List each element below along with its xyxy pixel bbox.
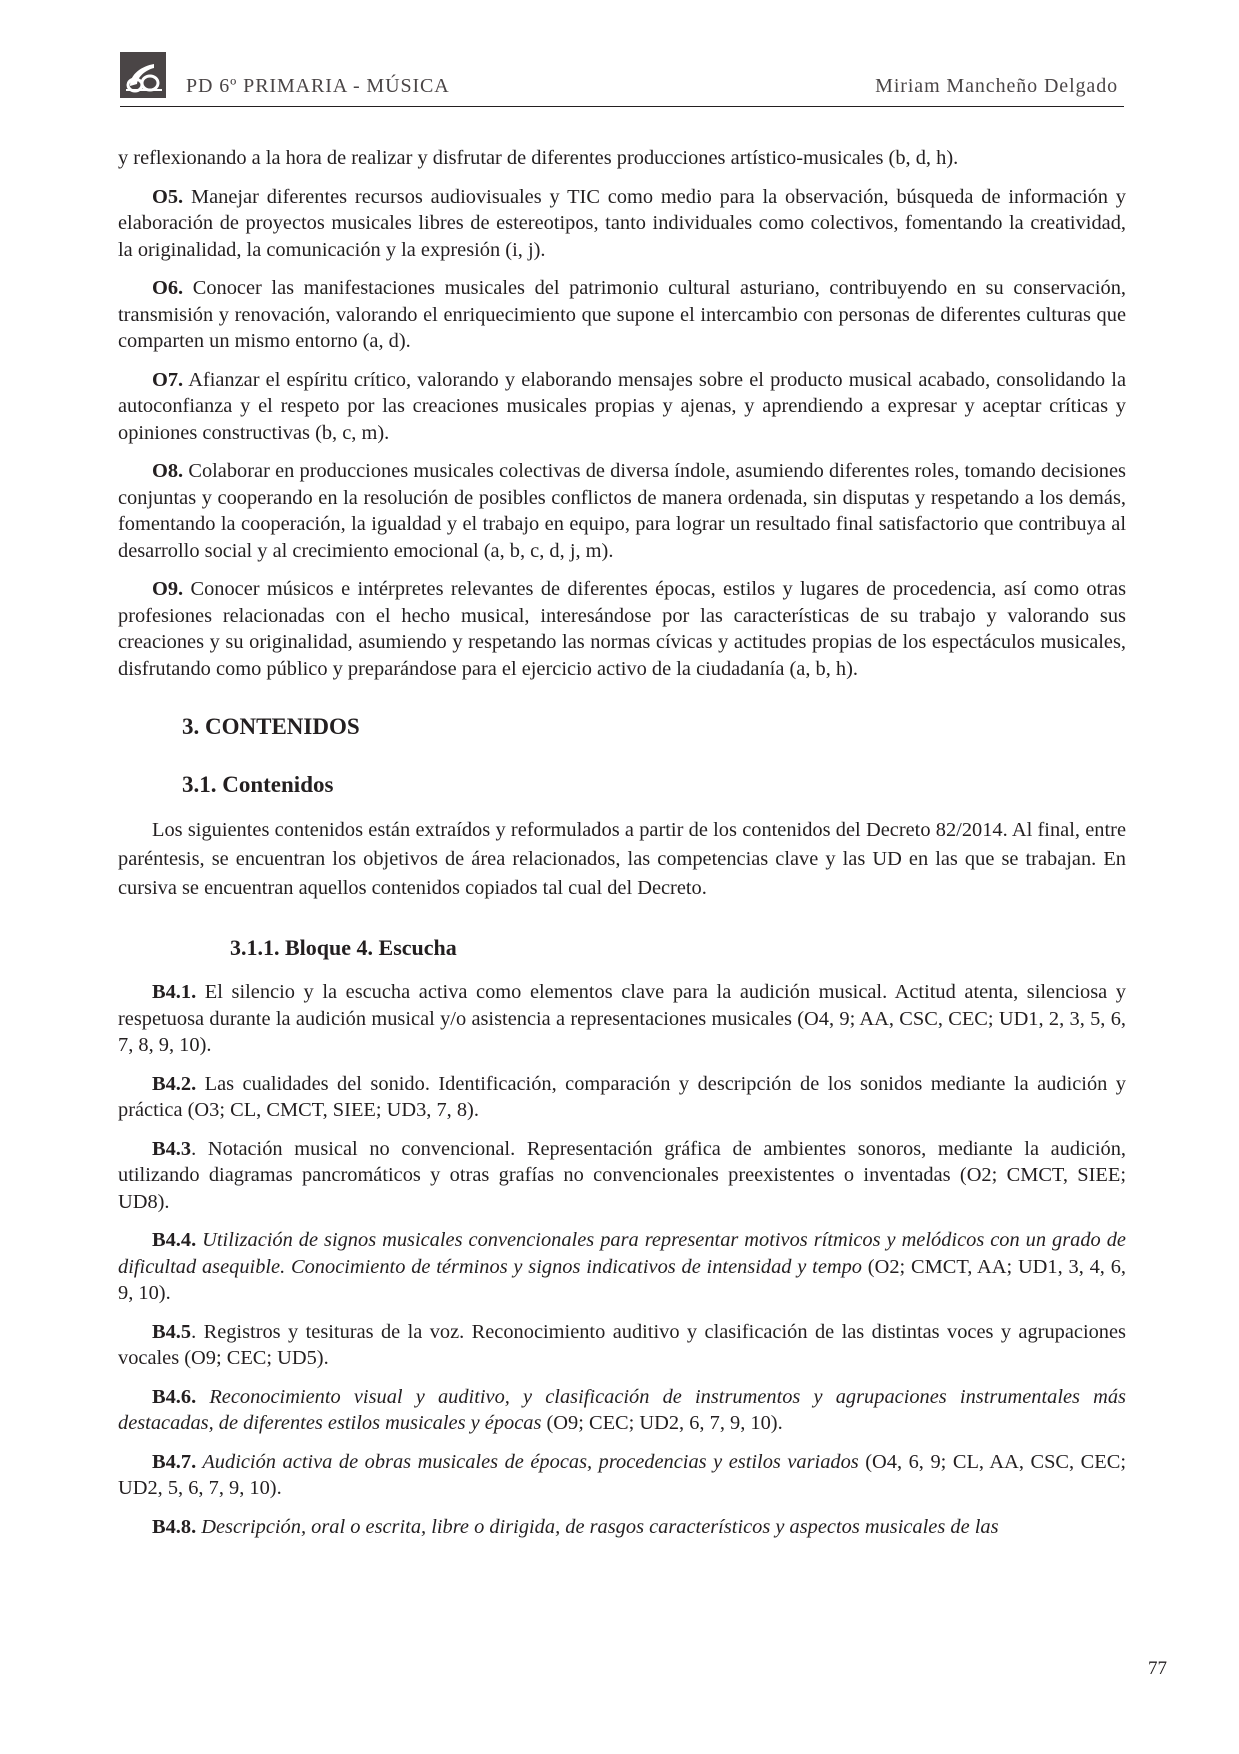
music-logo-icon [120, 52, 166, 98]
content-label: B4.7. [152, 1450, 197, 1473]
content-text: . Registros y tesituras de la voz. Reconocimiento auditivo y clasificación de las distintas voces y agrupaciones vocales (O9; CEC; UD5). [118, 1320, 1126, 1369]
content-label: B4.5 [152, 1320, 192, 1343]
content-italic-text: Reconocimiento visual y auditivo, y clasificación de instrumentos y agrupaciones instrumentales más destacadas, de diferentes estilos musicales y épocas [118, 1385, 1126, 1434]
content-b42 [118, 1071, 1126, 1124]
section-heading: 3. CONTENIDOS [182, 714, 360, 739]
objective-o6 [118, 275, 1126, 355]
content-b41 [118, 979, 1126, 1059]
content-label: B4.1. [152, 981, 197, 1003]
objective-label: O8. [152, 460, 184, 482]
objective-o7 [118, 367, 1126, 447]
content-b48 [118, 1514, 1126, 1541]
continuation-paragraph: y reflexionando a la hora de realizar y disfrutar de diferentes producciones artístico-musicales (b, d, h). [118, 147, 959, 169]
content-text: Las cualidades del sonido. Identificación, comparación y descripción de los sonidos mediante la audición y práctica (O3; CL, CMCT, SIEE; UD3, 7, 8). [118, 1072, 1126, 1121]
page-body [118, 145, 1126, 1552]
content-text: . Notación musical no convencional. Representación gráfica de ambientes sonoros, mediante la audición, utilizando diagramas pancromáticos y otras grafías no convencionales preexistentes o inventadas (O2; CMCT, SIEE; UD8). [118, 1137, 1126, 1213]
content-italic-text: Audición activa de obras musicales de épocas, procedencias y estilos variados [196, 1450, 859, 1473]
content-b46 [118, 1384, 1126, 1437]
content-label: B4.4. [152, 1229, 197, 1251]
block-heading: 3.1.1. Bloque 4. Escucha [230, 935, 457, 960]
page-header [120, 52, 1124, 107]
objective-label: O7. [152, 368, 184, 391]
contents-intro: Los siguientes contenidos están extraídos y reformulados a partir de los contenidos del Decreto 82/2014. Al final, entre paréntesis, se encuentran los objetivos de área relacionados, las competencias clave y las UD en las que se trabajan. En cursiva se encuentran aquellos contenidos copiados tal cual del Decreto. [118, 819, 1126, 899]
objective-text: Conocer músicos e intérpretes relevantes de diferentes épocas, estilos y lugares de procedencia, así como otras profesiones relacionadas con el hecho musical, interesándose por las características de su trabajo y valorando sus creaciones y su originalidad, asumiendo y respetando las normas cívicas y actitudes propias de los espectáculos musicales, disfrutando como público y preparándose para el ejercicio activo de la ciudadanía (a, b, h). [118, 578, 1126, 680]
content-text: El silencio y la escucha activa como elementos clave para la audición musical. Actitud atenta, silenciosa y respetuosa durante la audición musical y/o asistencia a representaciones musicales (O4, 9; AA, CSC, CEC; UD1, 2, 3, 5, 6, 7, 8, 9, 10). [118, 981, 1126, 1056]
objective-label: O9. [152, 578, 184, 600]
content-text: (O2; CMCT, AA; UD1, 3, 4, 6, 9, 10). [118, 1255, 1126, 1304]
objective-text: Colaborar en producciones musicales colectivas de diversa índole, asumiendo diferentes roles, tomando decisiones conjuntas y cooperando en la resolución de posibles conflictos de manera ordenada, sin disputas y respetando a los demás, fomentando la cooperación, la igualdad y el trabajo en equipo, para lograr un resultado final satisfactorio que contribuya al desarrollo social y al crecimiento emocional (a, b, c, d, j, m). [118, 460, 1126, 562]
document-title: PD 6º PRIMARIA - MÚSICA [186, 75, 450, 97]
objective-o9 [118, 576, 1126, 682]
objective-label: O5. [152, 185, 184, 208]
objective-label: O6. [152, 277, 184, 299]
content-b45 [118, 1319, 1126, 1372]
content-b43 [118, 1136, 1126, 1216]
page-number: 77 [1148, 1658, 1167, 1679]
content-italic-text: Utilización de signos musicales convencionales para representar motivos rítmicos y melódicos con un grado de dificultad asequible. Conocimiento de términos y signos indicativos de intensidad y tempo [118, 1229, 1126, 1278]
objective-text: Manejar diferentes recursos audiovisuales y TIC como medio para la observación, búsqueda de información y elaboración de proyectos musicales libres de estereotipos, tanto individuales como colectivos, fomentando la creatividad, la originalidad, la comunicación y la expresión (i, j). [118, 185, 1126, 261]
content-b47 [118, 1449, 1126, 1502]
content-label: B4.2. [152, 1072, 197, 1095]
subsection-heading: 3.1. Contenidos [182, 772, 334, 797]
content-italic-text: Descripción, oral o escrita, libre o dirigida, de rasgos característicos y aspectos musicales de las [196, 1515, 999, 1538]
author-name: Miriam Mancheño Delgado [875, 75, 1118, 97]
content-b44 [118, 1227, 1126, 1307]
content-text: (O9; CEC; UD2, 6, 7, 9, 10). [541, 1412, 783, 1434]
content-label: B4.3 [152, 1137, 192, 1160]
content-text: (O4, 6, 9; CL, AA, CSC, CEC; UD2, 5, 6, 7, 9, 10). [118, 1450, 1126, 1499]
content-label: B4.8. [152, 1515, 197, 1538]
objective-o8 [118, 458, 1126, 564]
content-label: B4.6. [152, 1385, 197, 1408]
objective-o5 [118, 184, 1126, 264]
objective-text: Afianzar el espíritu crítico, valorando y elaborando mensajes sobre el producto musical acabado, consolidando la autoconfianza y el respeto por las creaciones musicales propias y ajenas, y aprendiendo a expresar y aceptar críticas y opiniones constructivas (b, c, m). [118, 368, 1126, 444]
objective-text: Conocer las manifestaciones musicales del patrimonio cultural asturiano, contribuyendo en su conservación, transmisión y renovación, valorando el enriquecimiento que supone el intercambio con personas de diferentes culturas que comparten un mismo entorno (a, d). [118, 277, 1126, 352]
